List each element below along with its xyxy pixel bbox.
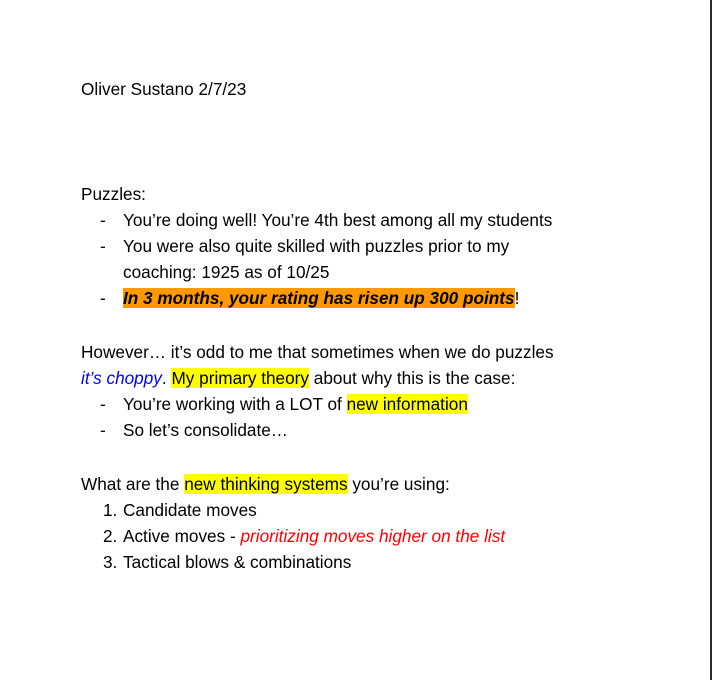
puzzle-bullet-2-line-2: coaching: 1925 as of 10/25 bbox=[123, 262, 330, 282]
bullet-marker: - bbox=[100, 210, 106, 230]
list-number: 2. bbox=[103, 526, 118, 546]
however-bullet-1 bbox=[123, 393, 468, 416]
bullet-marker: - bbox=[100, 420, 106, 440]
period: . bbox=[161, 368, 172, 388]
puzzle-bullet-1: You’re doing well! You’re 4th best among all my students bbox=[123, 210, 553, 230]
system-item-2-text: Active moves - bbox=[123, 526, 241, 546]
new-information-highlight: new information bbox=[346, 394, 468, 414]
system-item-1: Candidate moves bbox=[123, 500, 257, 520]
author-date-line: Oliver Sustano 2/7/23 bbox=[81, 79, 247, 99]
however-paragraph-line-2 bbox=[81, 367, 515, 390]
page-edge-divider bbox=[710, 0, 712, 680]
rating-rise-highlight: In 3 months, your rating has risen up 300 points bbox=[123, 288, 515, 308]
prioritizing-note: prioritizing moves higher on the list bbox=[240, 526, 506, 546]
bullet-marker: - bbox=[100, 288, 106, 308]
however-bullet-2: So let’s consolidate… bbox=[123, 420, 288, 440]
however-bullet-1-prefix: You’re working with a LOT of bbox=[123, 394, 347, 414]
systems-intro bbox=[81, 473, 450, 496]
theory-rest: about why this is the case: bbox=[309, 368, 516, 388]
puzzles-heading: Puzzles: bbox=[81, 184, 146, 204]
puzzle-bullet-2-line-1: You were also quite skilled with puzzles prior to my bbox=[123, 236, 510, 256]
thinking-systems-highlight: new thinking systems bbox=[184, 474, 348, 494]
system-item-2 bbox=[123, 525, 505, 548]
list-number: 3. bbox=[103, 552, 118, 572]
choppy-phrase: it’s choppy bbox=[81, 368, 162, 388]
list-number: 1. bbox=[103, 500, 118, 520]
bullet-marker: - bbox=[100, 394, 106, 414]
system-item-3: Tactical blows & combinations bbox=[123, 552, 352, 572]
puzzle-bullet-3 bbox=[123, 287, 519, 310]
however-paragraph-line-1: However… it’s odd to me that sometimes when we do puzzles bbox=[81, 342, 554, 362]
exclamation-mark: ! bbox=[514, 288, 520, 308]
bullet-marker: - bbox=[100, 236, 106, 256]
systems-intro-prefix: What are the bbox=[81, 474, 185, 494]
systems-intro-suffix: you’re using: bbox=[347, 474, 450, 494]
theory-highlight: My primary theory bbox=[171, 368, 309, 388]
